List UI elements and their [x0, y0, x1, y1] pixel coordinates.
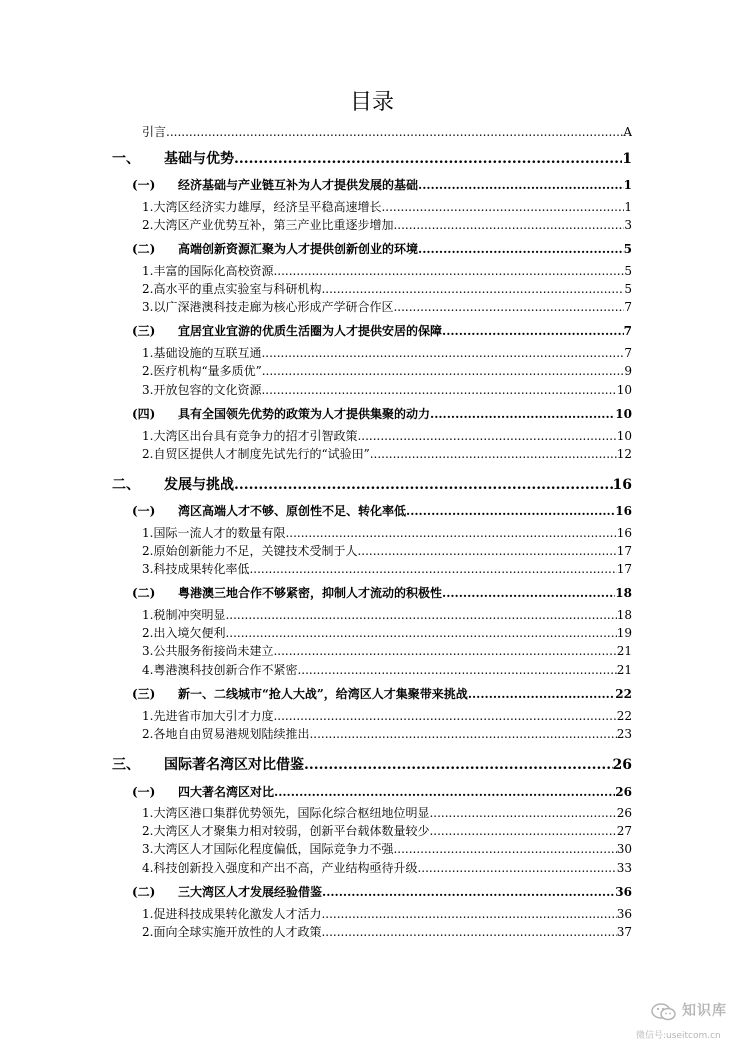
toc-entry-text: 新一、二线城市“抢人大战”，给湾区人才集聚带来挑战	[178, 687, 468, 701]
toc-entry[interactable]	[142, 725, 632, 743]
dot-leader	[166, 124, 623, 140]
toc-entry[interactable]	[112, 149, 632, 169]
toc-entry[interactable]	[132, 502, 632, 520]
toc-entry-label	[142, 362, 262, 380]
toc-entry-text: 三大湾区人才发展经验借鉴	[178, 885, 323, 899]
dot-leader	[225, 606, 616, 624]
toc-entry[interactable]	[142, 445, 632, 463]
toc-entry-label	[132, 322, 442, 340]
toc-page-number: 1	[624, 200, 632, 214]
toc-entry-label	[132, 405, 430, 423]
toc-entry-text: 国际著名湾区对比借鉴	[164, 757, 304, 773]
toc-page-number: 17	[616, 544, 632, 558]
toc-entry-text: 高端创新资源汇聚为人才提供创新创业的环境	[178, 242, 419, 256]
dot-leader	[234, 149, 622, 169]
toc-page-number: 30	[616, 842, 632, 856]
toc-entry-label	[142, 542, 357, 560]
toc-entry-text: 宜居宜业宜游的优质生活圈为人才提供安居的保障	[178, 324, 443, 338]
toc-entry-label	[142, 840, 393, 858]
toc-entry[interactable]	[142, 606, 632, 624]
toc-entry-text: 引言	[142, 125, 167, 139]
toc-entry-label	[142, 859, 417, 877]
dot-leader	[468, 685, 615, 703]
dot-leader	[261, 344, 624, 362]
toc-entry-label	[142, 124, 166, 140]
toc-page-number: 26	[616, 806, 632, 820]
toc-entry-label	[112, 475, 234, 495]
toc-entry-number: (一)	[132, 785, 156, 799]
toc-entry[interactable]	[142, 262, 632, 280]
toc-entry-label	[142, 642, 273, 660]
toc-entry-text: 2.高水平的重点实验室与科研机构	[142, 282, 322, 296]
toc-page-number: 33	[616, 861, 632, 875]
toc-entry-label	[142, 262, 273, 280]
toc-entry[interactable]	[142, 840, 632, 858]
toc-entry[interactable]	[142, 542, 632, 560]
toc-entry-text: 4.科技创新投入强度和产出不高，产业结构亟待升级	[142, 861, 418, 875]
dot-leader	[309, 725, 616, 743]
toc-entry[interactable]	[142, 198, 632, 216]
toc-page-number: 9	[624, 364, 632, 378]
toc-entry-text: 3.以广深港澳科技走廊为核心形成产学研合作区	[142, 300, 394, 314]
toc-entry[interactable]	[142, 344, 632, 362]
toc-entry[interactable]	[142, 124, 632, 140]
toc-entry-text: 四大著名湾区对比	[178, 785, 275, 799]
toc-entry[interactable]	[132, 322, 632, 340]
toc-entry-number: (三)	[132, 324, 156, 338]
dot-leader	[393, 840, 616, 858]
toc-page-number: 5	[624, 264, 632, 278]
toc-entry-text: 2.出入境欠便利	[142, 626, 226, 640]
dot-leader	[381, 198, 624, 216]
toc-page-number: 10	[616, 429, 632, 443]
toc-entry-label	[142, 905, 321, 923]
dot-leader	[261, 381, 616, 399]
toc-entry[interactable]	[142, 280, 632, 298]
toc-entry-number: (三)	[132, 687, 156, 701]
dot-leader	[304, 755, 613, 775]
toc-entry-number: 一、	[112, 151, 140, 167]
toc-entry-label	[142, 445, 370, 463]
toc-entry-label	[142, 707, 273, 725]
toc-entry-label	[142, 298, 393, 316]
toc-entry[interactable]	[142, 707, 632, 725]
toc-page-number: 5	[623, 242, 632, 256]
toc-entry-text: 1.大湾区港口集群优势领先，国际化综合枢纽地位明显	[142, 806, 430, 820]
dot-leader	[249, 560, 616, 578]
toc-entry-text: 湾区高端人才不够、原创性不足、转化率低	[178, 504, 407, 518]
toc-entry-text: 2.大湾区产业优势互补，第三产业比重逐步增加	[142, 218, 394, 232]
toc-entry-label	[142, 923, 321, 941]
toc-entry-text: 4.粤港澳科技创新合作不紧密	[142, 663, 298, 677]
toc-entry-label	[112, 149, 234, 169]
toc-entry[interactable]	[112, 755, 632, 775]
toc-entry[interactable]	[142, 298, 632, 316]
dot-leader	[393, 298, 624, 316]
toc-page-number: 16	[615, 504, 632, 518]
toc-entry-text: 3.开放包容的文化资源	[142, 383, 262, 397]
dot-leader	[418, 240, 624, 258]
watermark-subtitle: 微信号:useitcom.cn	[636, 1031, 721, 1041]
toc-entry-label	[142, 725, 309, 743]
toc-entry[interactable]	[142, 216, 632, 234]
dot-leader	[393, 216, 624, 234]
toc-entry[interactable]	[142, 642, 632, 660]
dot-leader	[442, 584, 615, 602]
toc-page-number: 7	[624, 346, 632, 360]
dot-leader	[262, 362, 625, 380]
toc-entry-number: (四)	[132, 407, 156, 421]
toc-page-number: 1	[623, 178, 632, 192]
toc-entry-text: 1.大湾区出台具有竞争力的招才引智政策	[142, 429, 358, 443]
toc-entry-text: 基础与优势	[164, 151, 234, 167]
toc-entry-label	[132, 685, 468, 703]
toc-page-number: 27	[616, 824, 632, 838]
toc-entry-label	[142, 524, 285, 542]
toc-entry[interactable]	[142, 661, 632, 679]
toc-page-number: 21	[616, 644, 632, 658]
toc-page-number: 22	[615, 687, 632, 701]
toc-entry[interactable]	[132, 240, 632, 258]
toc-page-number: 18	[615, 586, 632, 600]
toc-entry-label	[132, 584, 442, 602]
toc-entry-text: 1.促进科技成果转化激发人才活力	[142, 907, 322, 921]
toc-entry-label	[132, 176, 418, 194]
toc-page-number: 16	[616, 526, 632, 540]
toc-entry-text: 2.大湾区人才聚集力相对较弱，创新平台载体数量较少	[142, 824, 430, 838]
toc-page-number: 7	[623, 324, 632, 338]
toc-entry-text: 3.大湾区人才国际化程度偏低，国际竞争力不强	[142, 842, 394, 856]
dot-leader	[406, 502, 615, 520]
dot-leader	[321, 923, 616, 941]
toc-entry-label	[142, 198, 381, 216]
dot-leader	[442, 322, 624, 340]
toc-entry-number: 三、	[112, 757, 140, 773]
dot-leader	[322, 883, 615, 901]
toc-entry[interactable]	[142, 905, 632, 923]
toc-entry[interactable]	[142, 822, 632, 840]
dot-leader	[273, 262, 624, 280]
toc-page-number: 10	[615, 407, 632, 421]
toc-entry[interactable]	[142, 427, 632, 445]
dot-leader	[234, 475, 613, 495]
toc-entry-text: 1.基础设施的互联互通	[142, 346, 262, 360]
toc-entry-label	[112, 755, 304, 775]
toc-entry-text: 1.丰富的国际化高校资源	[142, 264, 274, 278]
dot-leader	[225, 624, 616, 642]
toc-page-number: 21	[616, 663, 632, 677]
dot-leader	[357, 542, 616, 560]
toc-entry[interactable]	[132, 176, 632, 194]
dot-leader	[321, 280, 624, 298]
toc-entry-number: (一)	[132, 504, 156, 518]
toc-entry-text: 2.原始创新能力不足，关键技术受制于人	[142, 544, 358, 558]
toc-entry[interactable]	[132, 883, 632, 901]
toc-entry-label	[132, 240, 418, 258]
watermark-brand: 知识库	[682, 1003, 727, 1019]
toc-entry[interactable]	[142, 859, 632, 877]
toc-entry-text: 2.自贸区提供人才制度先试先行的“试验田”	[142, 447, 370, 461]
toc-entry-label	[142, 216, 393, 234]
toc-entry-label	[142, 624, 225, 642]
toc-entry-label	[142, 606, 225, 624]
toc-entry-label	[142, 560, 249, 578]
toc-entry[interactable]	[132, 685, 632, 703]
toc-entry-text: 1.先进省市加大引才力度	[142, 709, 274, 723]
toc-page-number: 17	[616, 562, 632, 576]
toc-entry-label	[142, 344, 261, 362]
toc-page-number: 23	[616, 727, 632, 741]
toc-entry-label	[132, 783, 274, 801]
toc-entry-label	[142, 427, 357, 445]
toc-entry-number: (一)	[132, 178, 156, 192]
toc-page-number: 7	[624, 300, 632, 314]
toc-entry-label	[132, 883, 322, 901]
toc-entry[interactable]	[142, 381, 632, 399]
toc-page-number: 26	[612, 757, 632, 773]
toc-entry-text: 粤港澳三地合作不够紧密，抑制人才流动的积极性	[178, 586, 443, 600]
dot-leader	[321, 905, 616, 923]
toc-page-number: 10	[616, 383, 632, 397]
dot-leader	[429, 804, 616, 822]
toc-entry[interactable]	[142, 624, 632, 642]
toc-page-number: 18	[616, 608, 632, 622]
toc-entry-text: 2.各地自由贸易港规划陆续推出	[142, 727, 310, 741]
toc-entry-text: 3.科技成果转化率低	[142, 562, 250, 576]
toc-entry[interactable]	[132, 584, 632, 602]
toc-page-number: 26	[615, 785, 632, 799]
toc-page-number: 36	[616, 907, 632, 921]
toc-page-number: 3	[624, 218, 632, 232]
toc-page-number: 22	[616, 709, 632, 723]
toc-entry-label	[142, 661, 297, 679]
dot-leader	[273, 707, 616, 725]
toc-entry[interactable]	[142, 804, 632, 822]
toc-entry-text: 1.国际一流人才的数量有限	[142, 526, 286, 540]
dot-leader	[418, 176, 624, 194]
page-title: 目录	[349, 90, 394, 115]
dot-leader	[285, 524, 616, 542]
toc-entry-label	[142, 280, 321, 298]
toc-entry-text: 1.税制冲突明显	[142, 608, 226, 622]
dot-leader	[429, 822, 616, 840]
toc-page-number: 1	[622, 151, 632, 167]
toc-entry-text: 发展与挑战	[164, 477, 234, 493]
dot-leader	[273, 642, 616, 660]
toc-page-number: 12	[616, 447, 632, 461]
wechat-icon	[650, 1002, 678, 1022]
dot-leader	[357, 427, 616, 445]
toc-page-number: 36	[615, 885, 632, 899]
toc-page-number: A	[623, 125, 632, 139]
toc-entry-label	[132, 502, 406, 520]
toc-page-number: 16	[612, 477, 632, 493]
toc-entry-label	[142, 381, 261, 399]
toc-entry-number: (二)	[132, 586, 156, 600]
toc-entry-label	[142, 822, 429, 840]
toc-entry-text: 2.面向全球实施开放性的人才政策	[142, 925, 322, 939]
toc-entry[interactable]	[142, 362, 632, 380]
toc-page-number: 19	[616, 626, 632, 640]
dot-leader	[297, 661, 616, 679]
dot-leader	[274, 783, 615, 801]
dot-leader	[370, 445, 617, 463]
toc-entry-label	[142, 804, 429, 822]
watermark	[636, 996, 740, 1046]
toc-entry-text: 3.公共服务衔接尚未建立	[142, 644, 274, 658]
toc-entry-number: (二)	[132, 242, 156, 256]
toc-entry-text: 经济基础与产业链互补为人才提供发展的基础	[178, 178, 419, 192]
dot-leader	[417, 859, 616, 877]
toc-entry-text: 1.大湾区经济实力雄厚，经济呈平稳高速增长	[142, 200, 382, 214]
toc-page-number: 37	[616, 925, 632, 939]
toc-entry[interactable]	[112, 475, 632, 495]
toc-entry-text: 2.医疗机构“量多质优”	[142, 364, 262, 378]
toc-entry[interactable]	[132, 783, 632, 801]
toc-entry[interactable]	[142, 524, 632, 542]
toc-entry[interactable]	[142, 923, 632, 941]
toc-entry-number: (二)	[132, 885, 156, 899]
dot-leader	[430, 405, 615, 423]
toc-entry[interactable]	[132, 405, 632, 423]
toc-entry[interactable]	[142, 560, 632, 578]
toc-entry-text: 具有全国领先优势的政策为人才提供集聚的动力	[178, 407, 431, 421]
toc-page-number: 5	[624, 282, 632, 296]
toc-entry-number: 二、	[112, 477, 140, 493]
